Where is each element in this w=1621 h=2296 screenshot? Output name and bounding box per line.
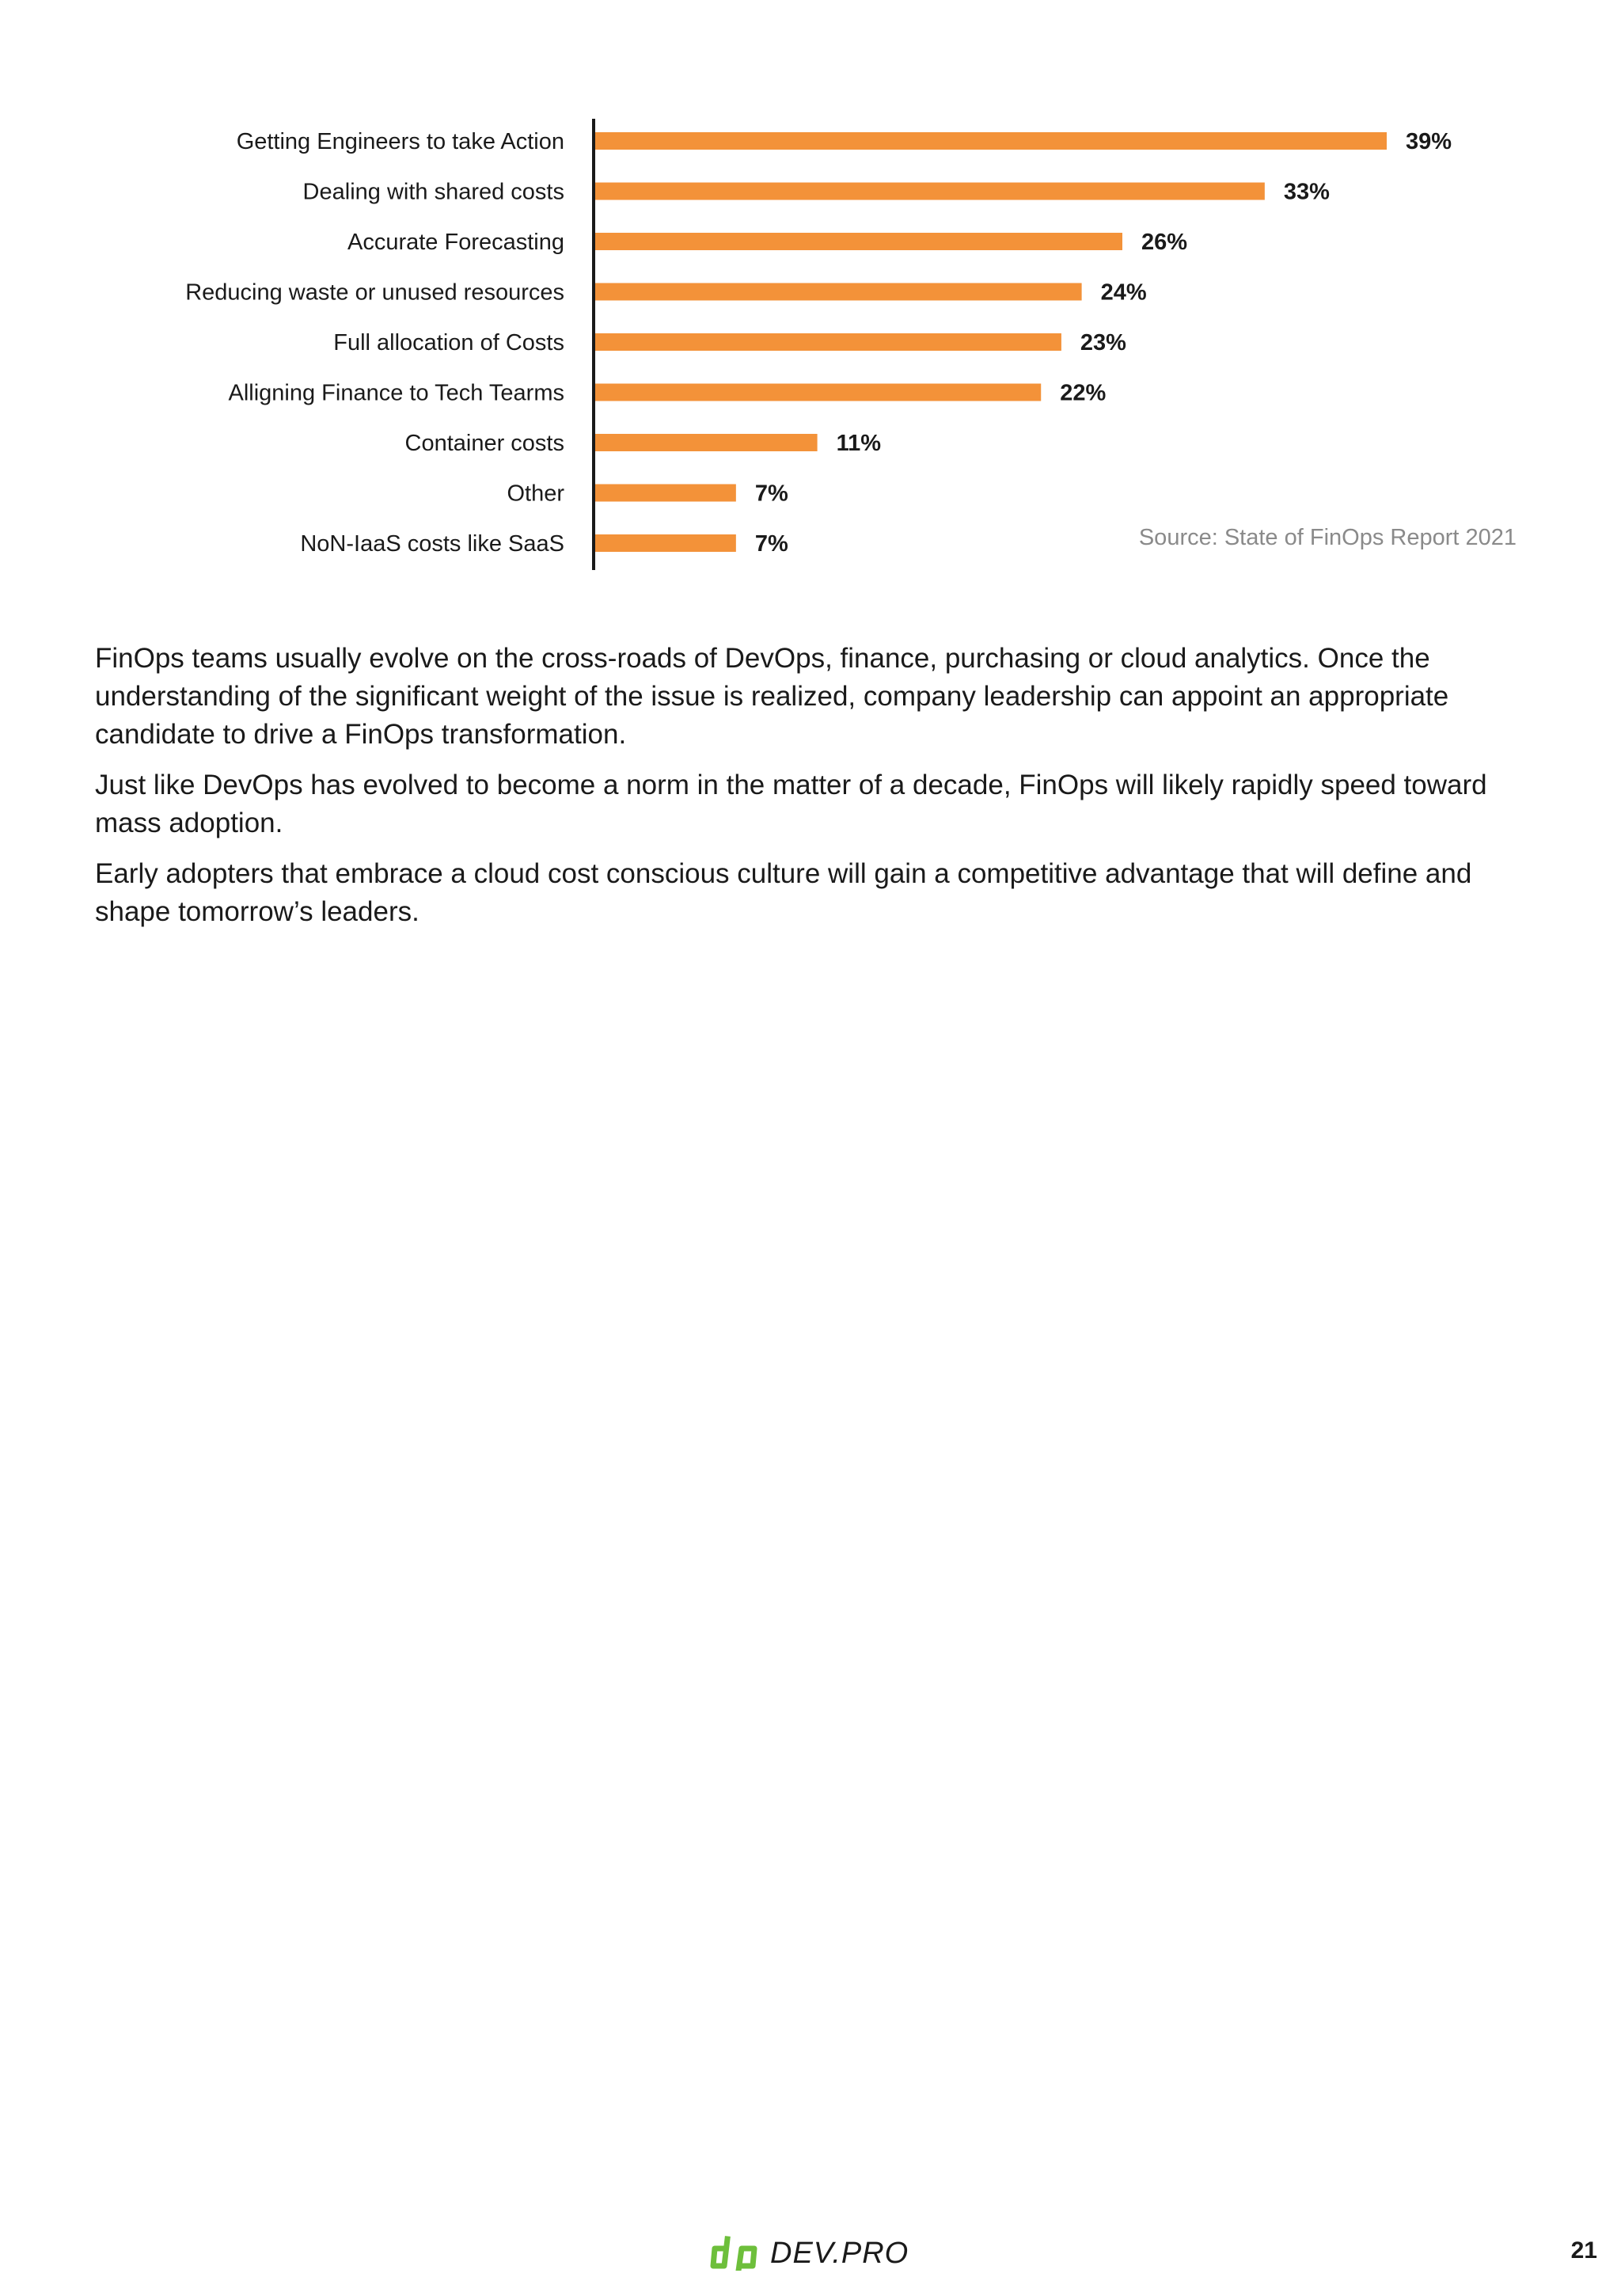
devpro-logo [708,2234,909,2272]
value-label: 11% [836,431,882,456]
bar-chart [0,111,1621,586]
body-text [95,640,1512,944]
bar [594,434,818,451]
category-label: Dealing with shared costs [302,179,564,205]
value-label: 39% [1406,129,1452,154]
value-label: 33% [1283,179,1330,205]
paragraph-1: FinOps teams usually evolve on the cross-roads of DevOps, finance, purchasing or cloud analytics. Once the understanding of the significant weight of the issue is realized, company leadership can appoint an appropriate candidate to drive a FinOps transformation. [95,643,1449,750]
bar [594,384,1041,401]
logo-text: DEV.PRO [770,2236,909,2270]
bar [594,183,1265,200]
value-label: 7% [754,481,788,507]
bar [594,233,1122,250]
bar [594,534,736,552]
category-label: Accurate Forecasting [347,230,564,255]
bar [594,485,736,502]
category-label: Full allocation of Costs [333,330,564,355]
category-label: Reducing waste or unused resources [185,279,564,306]
category-label: Container costs [404,431,564,456]
category-label: Alligning Finance to Tech Tearms [228,380,564,406]
paragraph-3: Early adopters that embrace a cloud cost conscious culture will gain a competitive advantage that will define and shape tomorrow’s leaders. [95,858,1472,927]
bar [594,333,1061,351]
category-label: Other [507,481,564,507]
page-number: 21 [1570,2237,1597,2264]
value-label: 7% [754,531,788,557]
dp-logo-icon [708,2236,759,2271]
paragraph-2: Just like DevOps has evolved to become a norm in the matter of a decade, FinOps will likely rapidly speed toward mass adoption. [95,770,1487,838]
category-label: NoN-IaaS costs like SaaS [300,531,564,557]
category-label: Getting Engineers to take Action [236,129,564,154]
value-label: 22% [1060,380,1107,406]
value-label: 26% [1141,230,1188,255]
chart-source: Source: State of FinOps Report 2021 [1138,525,1517,550]
value-label: 24% [1100,279,1147,306]
bar [594,132,1387,150]
bar [594,283,1082,301]
value-label: 23% [1080,330,1126,355]
